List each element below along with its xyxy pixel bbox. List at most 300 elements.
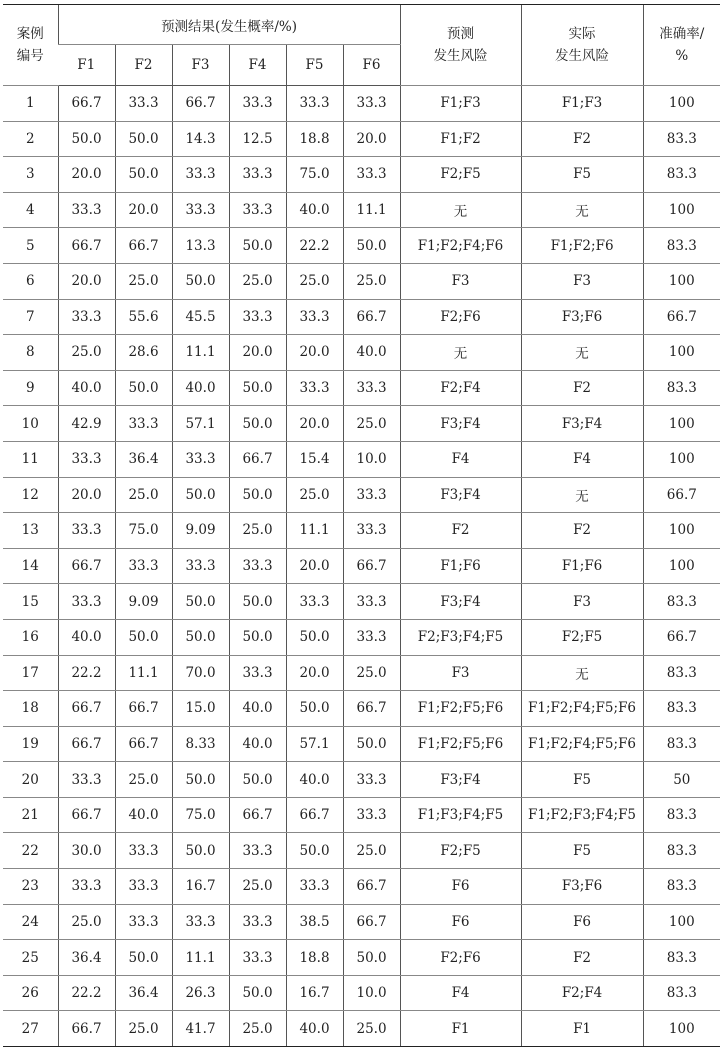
f3-cell: 50.0 <box>172 619 229 655</box>
case-no-cell: 6 <box>3 263 58 299</box>
f2-cell: 36.4 <box>115 975 172 1011</box>
accuracy-cell: 100 <box>643 904 720 940</box>
accuracy-cell: 66.7 <box>643 477 720 513</box>
case-no-cell: 3 <box>3 157 58 193</box>
f1-cell: 66.7 <box>58 228 115 264</box>
predicted-risk-cell: F1;F2;F5;F6 <box>400 726 521 762</box>
f6-cell: 50.0 <box>343 940 400 976</box>
f1-cell: 66.7 <box>58 797 115 833</box>
f6-cell: 20.0 <box>343 121 400 157</box>
f6-cell: 66.7 <box>343 691 400 727</box>
header-case-no <box>3 5 58 86</box>
case-no-cell: 21 <box>3 797 58 833</box>
f3-cell: 33.3 <box>172 548 229 584</box>
case-no-cell: 26 <box>3 975 58 1011</box>
table-row <box>3 691 720 727</box>
header-actual-risk <box>521 5 643 86</box>
actual-risk-cell: F4 <box>521 441 643 477</box>
f3-cell: 11.1 <box>172 940 229 976</box>
f2-cell: 9.09 <box>115 584 172 620</box>
accuracy-cell: 83.3 <box>643 370 720 406</box>
f1-cell: 22.2 <box>58 655 115 691</box>
table-row <box>3 904 720 940</box>
f6-cell: 25.0 <box>343 406 400 442</box>
f2-cell: 50.0 <box>115 619 172 655</box>
predicted-risk-cell: F4 <box>400 975 521 1011</box>
f2-cell: 25.0 <box>115 762 172 798</box>
case-no-cell: 7 <box>3 299 58 335</box>
f4-cell: 50.0 <box>229 584 286 620</box>
f6-cell: 50.0 <box>343 726 400 762</box>
header-actual-risk-line-2: 发生风险 <box>555 48 610 64</box>
table-row <box>3 157 720 193</box>
table-row <box>3 655 720 691</box>
f4-cell: 20.0 <box>229 335 286 371</box>
f2-cell: 50.0 <box>115 157 172 193</box>
f3-cell: 66.7 <box>172 86 229 122</box>
predicted-risk-cell: F3;F4 <box>400 477 521 513</box>
f2-cell: 36.4 <box>115 441 172 477</box>
f4-cell: 50.0 <box>229 477 286 513</box>
table-row <box>3 299 720 335</box>
table-row <box>3 797 720 833</box>
f4-cell: 50.0 <box>229 228 286 264</box>
f2-cell: 66.7 <box>115 228 172 264</box>
f6-cell: 66.7 <box>343 548 400 584</box>
predicted-risk-cell: F2;F5 <box>400 157 521 193</box>
actual-risk-cell: F1;F2;F6 <box>521 228 643 264</box>
case-no-cell: 8 <box>3 335 58 371</box>
f3-cell: 57.1 <box>172 406 229 442</box>
case-no-cell: 1 <box>3 86 58 122</box>
f4-cell: 12.5 <box>229 121 286 157</box>
f5-cell: 50.0 <box>286 833 343 869</box>
accuracy-cell: 100 <box>643 192 720 228</box>
table-row <box>3 1011 720 1047</box>
f1-cell: 66.7 <box>58 726 115 762</box>
f1-cell: 20.0 <box>58 263 115 299</box>
f2-cell: 40.0 <box>115 797 172 833</box>
f2-cell: 66.7 <box>115 726 172 762</box>
actual-risk-cell: F6 <box>521 904 643 940</box>
predicted-risk-cell: F3;F4 <box>400 762 521 798</box>
predicted-risk-cell: F3;F4 <box>400 406 521 442</box>
f6-cell: 50.0 <box>343 228 400 264</box>
f4-cell: 33.3 <box>229 86 286 122</box>
predicted-risk-cell: F2;F6 <box>400 299 521 335</box>
f5-cell: 20.0 <box>286 548 343 584</box>
f3-cell: 75.0 <box>172 797 229 833</box>
header-f6: F6 <box>343 45 400 86</box>
f6-cell: 33.3 <box>343 513 400 549</box>
f6-cell: 11.1 <box>343 192 400 228</box>
f4-cell: 40.0 <box>229 691 286 727</box>
f4-cell: 66.7 <box>229 441 286 477</box>
actual-risk-cell: F2;F4 <box>521 975 643 1011</box>
case-no-cell: 2 <box>3 121 58 157</box>
actual-risk-cell: F2 <box>521 940 643 976</box>
risk-prediction-table <box>3 4 720 1047</box>
f5-cell: 50.0 <box>286 619 343 655</box>
predicted-risk-cell: F1;F2;F5;F6 <box>400 691 521 727</box>
case-no-cell: 14 <box>3 548 58 584</box>
f2-cell: 25.0 <box>115 477 172 513</box>
case-no-cell: 16 <box>3 619 58 655</box>
f1-cell: 66.7 <box>58 548 115 584</box>
accuracy-cell: 100 <box>643 513 720 549</box>
f1-cell: 36.4 <box>58 940 115 976</box>
case-no-cell: 5 <box>3 228 58 264</box>
f2-cell: 33.3 <box>115 833 172 869</box>
predicted-risk-cell: F1;F3;F4;F5 <box>400 797 521 833</box>
header-f1: F1 <box>58 45 115 86</box>
f5-cell: 22.2 <box>286 228 343 264</box>
f5-cell: 33.3 <box>286 869 343 905</box>
f5-cell: 20.0 <box>286 655 343 691</box>
f3-cell: 45.5 <box>172 299 229 335</box>
f1-cell: 40.0 <box>58 370 115 406</box>
f6-cell: 33.3 <box>343 584 400 620</box>
actual-risk-cell: F2 <box>521 121 643 157</box>
table-row <box>3 513 720 549</box>
f5-cell: 57.1 <box>286 726 343 762</box>
header-prediction: 预测结果(发生概率/%) <box>58 5 400 45</box>
f5-cell: 18.8 <box>286 940 343 976</box>
predicted-risk-cell: F6 <box>400 904 521 940</box>
f1-cell: 50.0 <box>58 121 115 157</box>
predicted-risk-cell: F4 <box>400 441 521 477</box>
f3-cell: 26.3 <box>172 975 229 1011</box>
f4-cell: 50.0 <box>229 762 286 798</box>
f3-cell: 9.09 <box>172 513 229 549</box>
f2-cell: 55.6 <box>115 299 172 335</box>
accuracy-cell: 83.3 <box>643 833 720 869</box>
predicted-risk-cell: F3;F4 <box>400 584 521 620</box>
case-no-cell: 12 <box>3 477 58 513</box>
case-no-cell: 23 <box>3 869 58 905</box>
predicted-risk-cell: F3 <box>400 263 521 299</box>
f5-cell: 40.0 <box>286 192 343 228</box>
f2-cell: 28.6 <box>115 335 172 371</box>
f1-cell: 33.3 <box>58 869 115 905</box>
case-no-cell: 24 <box>3 904 58 940</box>
table-row <box>3 726 720 762</box>
f6-cell: 33.3 <box>343 157 400 193</box>
f3-cell: 33.3 <box>172 904 229 940</box>
actual-risk-cell: F5 <box>521 762 643 798</box>
f6-cell: 25.0 <box>343 263 400 299</box>
case-no-cell: 4 <box>3 192 58 228</box>
accuracy-cell: 100 <box>643 548 720 584</box>
f5-cell: 18.8 <box>286 121 343 157</box>
header-accuracy-line-2: % <box>675 48 689 64</box>
f3-cell: 11.1 <box>172 335 229 371</box>
actual-risk-cell: F5 <box>521 157 643 193</box>
accuracy-cell: 83.3 <box>643 975 720 1011</box>
predicted-risk-cell: F6 <box>400 869 521 905</box>
f4-cell: 33.3 <box>229 655 286 691</box>
case-no-cell: 17 <box>3 655 58 691</box>
actual-risk-cell: F1 <box>521 1011 643 1047</box>
f2-cell: 25.0 <box>115 1011 172 1047</box>
actual-risk-cell: F1;F2;F3;F4;F5 <box>521 797 643 833</box>
f1-cell: 33.3 <box>58 441 115 477</box>
header-f4: F4 <box>229 45 286 86</box>
f4-cell: 33.3 <box>229 940 286 976</box>
accuracy-cell: 100 <box>643 86 720 122</box>
f4-cell: 50.0 <box>229 619 286 655</box>
accuracy-cell: 66.7 <box>643 619 720 655</box>
actual-risk-cell: F3;F6 <box>521 299 643 335</box>
f2-cell: 50.0 <box>115 370 172 406</box>
accuracy-cell: 100 <box>643 441 720 477</box>
accuracy-cell: 83.3 <box>643 584 720 620</box>
f1-cell: 20.0 <box>58 477 115 513</box>
f5-cell: 40.0 <box>286 762 343 798</box>
header-predicted-risk-line-1: 预测 <box>447 26 475 42</box>
table-row <box>3 192 720 228</box>
header-accuracy <box>643 5 720 86</box>
accuracy-cell: 83.3 <box>643 655 720 691</box>
f2-cell: 66.7 <box>115 691 172 727</box>
f6-cell: 40.0 <box>343 335 400 371</box>
actual-risk-cell: F2 <box>521 370 643 406</box>
f3-cell: 8.33 <box>172 726 229 762</box>
case-no-cell: 15 <box>3 584 58 620</box>
f2-cell: 33.3 <box>115 548 172 584</box>
f6-cell: 33.3 <box>343 477 400 513</box>
f5-cell: 33.3 <box>286 370 343 406</box>
f4-cell: 25.0 <box>229 869 286 905</box>
f1-cell: 66.7 <box>58 1011 115 1047</box>
predicted-risk-cell: 无 <box>400 192 521 228</box>
f2-cell: 20.0 <box>115 192 172 228</box>
f4-cell: 33.3 <box>229 192 286 228</box>
f6-cell: 33.3 <box>343 797 400 833</box>
f3-cell: 50.0 <box>172 263 229 299</box>
actual-risk-cell: F1;F3 <box>521 86 643 122</box>
case-no-cell: 10 <box>3 406 58 442</box>
f6-cell: 66.7 <box>343 299 400 335</box>
predicted-risk-cell: F2;F5 <box>400 833 521 869</box>
f1-cell: 22.2 <box>58 975 115 1011</box>
accuracy-cell: 100 <box>643 335 720 371</box>
f6-cell: 33.3 <box>343 86 400 122</box>
table-row <box>3 263 720 299</box>
accuracy-cell: 66.7 <box>643 299 720 335</box>
f2-cell: 50.0 <box>115 121 172 157</box>
accuracy-cell: 83.3 <box>643 797 720 833</box>
f4-cell: 25.0 <box>229 263 286 299</box>
case-no-cell: 20 <box>3 762 58 798</box>
accuracy-cell: 83.3 <box>643 228 720 264</box>
f3-cell: 33.3 <box>172 441 229 477</box>
predicted-risk-cell: F1;F2;F4;F6 <box>400 228 521 264</box>
actual-risk-cell: F5 <box>521 833 643 869</box>
predicted-risk-cell: F2;F3;F4;F5 <box>400 619 521 655</box>
case-no-cell: 27 <box>3 1011 58 1047</box>
f1-cell: 40.0 <box>58 619 115 655</box>
f1-cell: 42.9 <box>58 406 115 442</box>
accuracy-cell: 50 <box>643 762 720 798</box>
f5-cell: 15.4 <box>286 441 343 477</box>
f3-cell: 16.7 <box>172 869 229 905</box>
predicted-risk-cell: 无 <box>400 335 521 371</box>
header-f5: F5 <box>286 45 343 86</box>
f4-cell: 33.3 <box>229 299 286 335</box>
predicted-risk-cell: F2;F6 <box>400 940 521 976</box>
accuracy-cell: 83.3 <box>643 121 720 157</box>
table-row <box>3 335 720 371</box>
f3-cell: 33.3 <box>172 157 229 193</box>
case-no-cell: 22 <box>3 833 58 869</box>
f4-cell: 50.0 <box>229 370 286 406</box>
f5-cell: 25.0 <box>286 263 343 299</box>
table-row <box>3 370 720 406</box>
table-row <box>3 441 720 477</box>
f1-cell: 30.0 <box>58 833 115 869</box>
f2-cell: 33.3 <box>115 904 172 940</box>
accuracy-cell: 83.3 <box>643 691 720 727</box>
f6-cell: 33.3 <box>343 370 400 406</box>
f3-cell: 50.0 <box>172 833 229 869</box>
accuracy-cell: 100 <box>643 263 720 299</box>
actual-risk-cell: 无 <box>521 655 643 691</box>
header-predicted-risk-line-2: 发生风险 <box>433 48 488 64</box>
table-row <box>3 975 720 1011</box>
predicted-risk-cell: F1 <box>400 1011 521 1047</box>
f4-cell: 33.3 <box>229 833 286 869</box>
f6-cell: 33.3 <box>343 762 400 798</box>
f5-cell: 75.0 <box>286 157 343 193</box>
f1-cell: 33.3 <box>58 513 115 549</box>
f2-cell: 33.3 <box>115 406 172 442</box>
f3-cell: 50.0 <box>172 762 229 798</box>
f4-cell: 40.0 <box>229 726 286 762</box>
f2-cell: 50.0 <box>115 940 172 976</box>
table-row <box>3 121 720 157</box>
actual-risk-cell: F2 <box>521 513 643 549</box>
f2-cell: 11.1 <box>115 655 172 691</box>
f6-cell: 25.0 <box>343 1011 400 1047</box>
f1-cell: 33.3 <box>58 584 115 620</box>
case-no-cell: 13 <box>3 513 58 549</box>
f1-cell: 25.0 <box>58 335 115 371</box>
predicted-risk-cell: F2 <box>400 513 521 549</box>
actual-risk-cell: F1;F2;F4;F5;F6 <box>521 691 643 727</box>
case-no-cell: 25 <box>3 940 58 976</box>
actual-risk-cell: F2;F5 <box>521 619 643 655</box>
header-case-no-line-1: 案例 <box>16 26 44 42</box>
f2-cell: 33.3 <box>115 86 172 122</box>
header-accuracy-line-1: 准确率/ <box>659 26 705 42</box>
table-row <box>3 228 720 264</box>
actual-risk-cell: F3 <box>521 263 643 299</box>
f3-cell: 33.3 <box>172 192 229 228</box>
predicted-risk-cell: F1;F2 <box>400 121 521 157</box>
header-row-1 <box>3 5 720 45</box>
f4-cell: 50.0 <box>229 406 286 442</box>
f1-cell: 66.7 <box>58 86 115 122</box>
predicted-risk-cell: F1;F3 <box>400 86 521 122</box>
f3-cell: 40.0 <box>172 370 229 406</box>
f1-cell: 33.3 <box>58 192 115 228</box>
f1-cell: 20.0 <box>58 157 115 193</box>
accuracy-cell: 83.3 <box>643 726 720 762</box>
f4-cell: 25.0 <box>229 1011 286 1047</box>
f4-cell: 33.3 <box>229 904 286 940</box>
table-row <box>3 619 720 655</box>
f5-cell: 33.3 <box>286 299 343 335</box>
f4-cell: 33.3 <box>229 548 286 584</box>
predicted-risk-cell: F1;F6 <box>400 548 521 584</box>
f5-cell: 33.3 <box>286 86 343 122</box>
table-row <box>3 86 720 122</box>
accuracy-cell: 100 <box>643 1011 720 1047</box>
f3-cell: 50.0 <box>172 584 229 620</box>
f6-cell: 66.7 <box>343 869 400 905</box>
f1-cell: 33.3 <box>58 762 115 798</box>
table-row <box>3 833 720 869</box>
table-row <box>3 406 720 442</box>
f5-cell: 20.0 <box>286 335 343 371</box>
f5-cell: 33.3 <box>286 584 343 620</box>
case-no-cell: 11 <box>3 441 58 477</box>
accuracy-cell: 83.3 <box>643 869 720 905</box>
header-f2: F2 <box>115 45 172 86</box>
f5-cell: 50.0 <box>286 691 343 727</box>
actual-risk-cell: F3;F6 <box>521 869 643 905</box>
f3-cell: 15.0 <box>172 691 229 727</box>
actual-risk-cell: F1;F6 <box>521 548 643 584</box>
accuracy-cell: 83.3 <box>643 940 720 976</box>
table-body <box>3 86 720 1047</box>
actual-risk-cell: 无 <box>521 192 643 228</box>
case-no-cell: 18 <box>3 691 58 727</box>
f5-cell: 20.0 <box>286 406 343 442</box>
f2-cell: 75.0 <box>115 513 172 549</box>
header-predicted-risk <box>400 5 521 86</box>
f6-cell: 10.0 <box>343 975 400 1011</box>
f6-cell: 33.3 <box>343 619 400 655</box>
f5-cell: 38.5 <box>286 904 343 940</box>
f5-cell: 11.1 <box>286 513 343 549</box>
case-no-cell: 19 <box>3 726 58 762</box>
actual-risk-cell: F3;F4 <box>521 406 643 442</box>
f4-cell: 50.0 <box>229 975 286 1011</box>
f3-cell: 13.3 <box>172 228 229 264</box>
f5-cell: 40.0 <box>286 1011 343 1047</box>
f6-cell: 25.0 <box>343 833 400 869</box>
table-row <box>3 762 720 798</box>
f6-cell: 66.7 <box>343 904 400 940</box>
f3-cell: 50.0 <box>172 477 229 513</box>
accuracy-cell: 100 <box>643 406 720 442</box>
actual-risk-cell: F3 <box>521 584 643 620</box>
f2-cell: 25.0 <box>115 263 172 299</box>
f4-cell: 33.3 <box>229 157 286 193</box>
accuracy-cell: 83.3 <box>643 157 720 193</box>
f5-cell: 25.0 <box>286 477 343 513</box>
header-actual-risk-line-1: 实际 <box>568 26 596 42</box>
table-row <box>3 477 720 513</box>
f3-cell: 14.3 <box>172 121 229 157</box>
f4-cell: 25.0 <box>229 513 286 549</box>
f1-cell: 33.3 <box>58 299 115 335</box>
header-case-no-line-2: 编号 <box>16 48 44 64</box>
f6-cell: 10.0 <box>343 441 400 477</box>
header-f3: F3 <box>172 45 229 86</box>
